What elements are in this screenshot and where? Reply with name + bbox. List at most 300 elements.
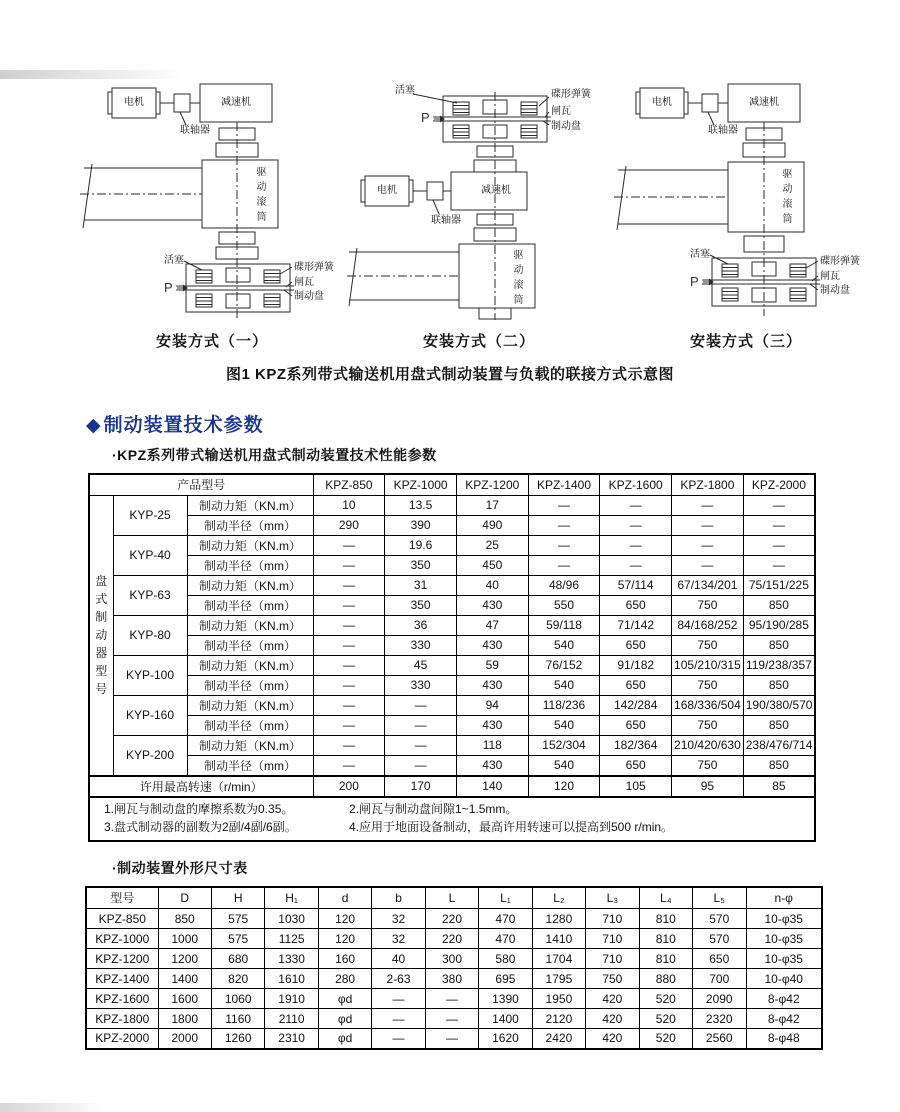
radius-label-cell: 制动半径（mm） bbox=[187, 755, 313, 776]
radius-value-cell: 540 bbox=[528, 675, 600, 695]
dim-value-cell: — bbox=[425, 1009, 478, 1029]
reducer-label: 减速机 bbox=[481, 185, 511, 196]
torque-value-cell: 210/420/630 bbox=[672, 735, 744, 755]
torque-value-cell: 152/304 bbox=[528, 735, 600, 755]
dim-value-cell: 1910 bbox=[265, 989, 318, 1009]
dim-value-cell: 10-φ40 bbox=[746, 969, 822, 989]
brake-model-cell: KYP-80 bbox=[113, 615, 187, 655]
torque-value-cell: — bbox=[672, 495, 744, 515]
torque-value-cell: 76/152 bbox=[528, 655, 600, 675]
torque-value-cell: 94 bbox=[456, 695, 528, 715]
installation-diagrams-row bbox=[80, 70, 878, 351]
radius-value-cell: 430 bbox=[456, 595, 528, 615]
radius-value-cell: 750 bbox=[672, 755, 744, 776]
radius-value-cell: — bbox=[313, 755, 385, 776]
coupling-box bbox=[427, 182, 443, 200]
dim-value-cell: 570 bbox=[693, 909, 746, 929]
dim-value-cell: 580 bbox=[479, 949, 532, 969]
dim-value-cell: 8-φ42 bbox=[746, 989, 822, 1009]
section-title-text: 制动装置技术参数 bbox=[103, 415, 264, 436]
radius-value-cell: 430 bbox=[456, 755, 528, 776]
dimensions-table-body bbox=[86, 887, 822, 1049]
torque-value-cell: 182/364 bbox=[600, 735, 672, 755]
torque-value-cell: 71/142 bbox=[600, 615, 672, 635]
dim-data-row bbox=[86, 989, 822, 1009]
brake-model-cell: KYP-63 bbox=[113, 575, 187, 615]
radius-value-cell: — bbox=[385, 755, 457, 776]
drum-box bbox=[459, 244, 535, 308]
dim-value-cell: 1410 bbox=[532, 929, 585, 949]
torque-value-cell: — bbox=[743, 535, 815, 555]
pressure-label: P bbox=[164, 280, 173, 295]
dim-model-cell: KPZ-850 bbox=[86, 909, 158, 929]
dim-value-cell: 2420 bbox=[532, 1029, 585, 1049]
dim-header-cell: H bbox=[211, 887, 264, 909]
dim-value-cell: 1390 bbox=[479, 989, 532, 1009]
drum-box bbox=[728, 162, 804, 232]
dim-header-cell: D bbox=[158, 887, 211, 909]
dim-value-cell: 1600 bbox=[158, 989, 211, 1009]
dim-value-cell: 695 bbox=[479, 969, 532, 989]
dim-value-cell: 1704 bbox=[532, 949, 585, 969]
brake-series-vertical-label: 盘式制动器型号 bbox=[89, 495, 113, 776]
dim-value-cell: 810 bbox=[639, 949, 692, 969]
reducer-label: 减速机 bbox=[749, 97, 779, 108]
radius-label-cell: 制动半径（mm） bbox=[187, 635, 313, 655]
dim-model-cell: KPZ-2000 bbox=[86, 1029, 158, 1049]
radius-value-cell: 330 bbox=[385, 635, 457, 655]
radius-value-cell: — bbox=[313, 675, 385, 695]
torque-value-cell: 48/96 bbox=[528, 575, 600, 595]
torque-value-cell: 45 bbox=[385, 655, 457, 675]
dim-header-cell: d bbox=[318, 887, 371, 909]
dim-value-cell: 10-φ35 bbox=[746, 909, 822, 929]
radius-value-cell: 650 bbox=[600, 595, 672, 615]
coupling-box bbox=[174, 94, 190, 112]
radius-value-cell: 650 bbox=[600, 675, 672, 695]
dim-model-cell: KPZ-1800 bbox=[86, 1009, 158, 1029]
perf-radius-row bbox=[89, 715, 815, 735]
torque-label-cell: 制动力矩（KN.m） bbox=[187, 735, 313, 755]
dim-model-cell: KPZ-1200 bbox=[86, 949, 158, 969]
max-speed-value: 170 bbox=[385, 776, 457, 797]
dim-header-cell: L bbox=[425, 887, 478, 909]
radius-label-cell: 制动半径（mm） bbox=[187, 595, 313, 615]
max-speed-value: 95 bbox=[672, 776, 744, 797]
dim-model-cell: KPZ-1400 bbox=[86, 969, 158, 989]
brake-model-cell: KYP-160 bbox=[113, 695, 187, 735]
drum-label: 驱动滚筒 bbox=[780, 168, 791, 228]
dim-value-cell: — bbox=[372, 989, 425, 1009]
dim-header-cell: n-φ bbox=[746, 887, 822, 909]
perf-torque-row bbox=[89, 535, 815, 555]
dim-value-cell: 40 bbox=[372, 949, 425, 969]
perf-torque-row bbox=[89, 615, 815, 635]
torque-value-cell: 40 bbox=[456, 575, 528, 595]
dim-header-cell: L₅ bbox=[693, 887, 746, 909]
radius-value-cell: — bbox=[528, 515, 600, 535]
dim-value-cell: — bbox=[425, 1029, 478, 1049]
max-speed-row bbox=[89, 776, 815, 797]
dim-value-cell: 1330 bbox=[265, 949, 318, 969]
dim-value-cell: 680 bbox=[211, 949, 264, 969]
section-title bbox=[86, 410, 900, 437]
dim-value-cell: 1400 bbox=[158, 969, 211, 989]
dim-data-row bbox=[86, 1029, 822, 1049]
radius-value-cell: 430 bbox=[456, 675, 528, 695]
figure-title: 图1 KPZ系列带式输送机用盘式制动装置与负载的联接方式示意图 bbox=[225, 366, 674, 383]
radius-value-cell: 290 bbox=[313, 515, 385, 535]
dim-value-cell: 710 bbox=[586, 949, 639, 969]
dim-value-cell: 2560 bbox=[693, 1029, 746, 1049]
diagram-2-caption: 安装方式（二） bbox=[422, 333, 535, 350]
brake-model-cell: KYP-200 bbox=[113, 735, 187, 776]
brake-shoe-label: 闸瓦 bbox=[551, 106, 571, 117]
radius-value-cell: 850 bbox=[743, 595, 815, 615]
coupling-box bbox=[702, 94, 718, 112]
max-speed-value: 85 bbox=[743, 776, 815, 797]
torque-value-cell: — bbox=[743, 495, 815, 515]
radius-value-cell: 430 bbox=[456, 635, 528, 655]
torque-value-cell: 67/134/201 bbox=[672, 575, 744, 595]
torque-label-cell: 制动力矩（KN.m） bbox=[187, 575, 313, 595]
radius-value-cell: — bbox=[313, 555, 385, 575]
perf-radius-row bbox=[89, 635, 815, 655]
torque-value-cell: 47 bbox=[456, 615, 528, 635]
perf-header-model: KPZ-1600 bbox=[600, 474, 672, 495]
max-speed-value: 140 bbox=[456, 776, 528, 797]
radius-value-cell: — bbox=[313, 715, 385, 735]
torque-value-cell: 59/118 bbox=[528, 615, 600, 635]
torque-value-cell: 31 bbox=[385, 575, 457, 595]
bottom-gradient-strip bbox=[0, 1103, 105, 1112]
dim-value-cell: 1610 bbox=[265, 969, 318, 989]
dim-value-cell: 2110 bbox=[265, 1009, 318, 1029]
radius-value-cell: 650 bbox=[600, 755, 672, 776]
radius-value-cell: — bbox=[600, 555, 672, 575]
brake-model-cell: KYP-100 bbox=[113, 655, 187, 695]
disc-spring-label: 碟形弹簧 bbox=[551, 89, 591, 100]
piston-label: 活塞 bbox=[395, 85, 415, 96]
max-speed-value: 200 bbox=[313, 776, 385, 797]
dim-value-cell: 120 bbox=[318, 909, 371, 929]
perf-radius-row bbox=[89, 675, 815, 695]
torque-value-cell: 84/168/252 bbox=[672, 615, 744, 635]
dim-value-cell: 470 bbox=[479, 929, 532, 949]
drum-label: 驱动滚筒 bbox=[511, 249, 522, 309]
dim-value-cell: 650 bbox=[693, 949, 746, 969]
torque-value-cell: — bbox=[313, 695, 385, 715]
dim-value-cell: 2310 bbox=[265, 1029, 318, 1049]
dim-value-cell: 1800 bbox=[158, 1009, 211, 1029]
torque-value-cell: 118/236 bbox=[528, 695, 600, 715]
dim-value-cell: 850 bbox=[158, 909, 211, 929]
torque-value-cell: 118 bbox=[456, 735, 528, 755]
perf-radius-row bbox=[89, 595, 815, 615]
radius-value-cell: 450 bbox=[456, 555, 528, 575]
dim-header-cell: L₂ bbox=[532, 887, 585, 909]
radius-value-cell: 750 bbox=[672, 715, 744, 735]
disc-spring-label: 碟形弹簧 bbox=[294, 262, 334, 273]
torque-value-cell: — bbox=[313, 535, 385, 555]
dim-value-cell: 10-φ35 bbox=[746, 949, 822, 969]
max-speed-value: 105 bbox=[600, 776, 672, 797]
radius-value-cell: 850 bbox=[743, 635, 815, 655]
torque-value-cell: 142/284 bbox=[600, 695, 672, 715]
dim-value-cell: 2120 bbox=[532, 1009, 585, 1029]
torque-value-cell: 25 bbox=[456, 535, 528, 555]
max-speed-value: 120 bbox=[528, 776, 600, 797]
torque-value-cell: 57/114 bbox=[600, 575, 672, 595]
torque-value-cell: 190/380/570 bbox=[743, 695, 815, 715]
dim-header-cell: b bbox=[372, 887, 425, 909]
radius-value-cell: 350 bbox=[385, 595, 457, 615]
dim-header-cell: 型号 bbox=[86, 887, 158, 909]
performance-table-body bbox=[89, 474, 815, 841]
radius-value-cell: — bbox=[672, 555, 744, 575]
radius-value-cell: 850 bbox=[743, 675, 815, 695]
dim-value-cell: — bbox=[425, 989, 478, 1009]
dimensions-table bbox=[85, 886, 823, 1050]
torque-value-cell: — bbox=[385, 695, 457, 715]
brake-disc-label: 制动盘 bbox=[820, 285, 850, 296]
dim-value-cell: 220 bbox=[425, 929, 478, 949]
diagram-3-caption: 安装方式（三） bbox=[689, 333, 802, 350]
note-line: 2.闸瓦与制动盘间隙1~1.5mm。 bbox=[349, 801, 518, 816]
dim-header-cell: L₄ bbox=[639, 887, 692, 909]
dim-table-subtitle: ·制动装置外形尺寸表 bbox=[112, 859, 248, 876]
dim-value-cell: 32 bbox=[372, 929, 425, 949]
dim-value-cell: 2000 bbox=[158, 1029, 211, 1049]
dim-value-cell: 220 bbox=[425, 909, 478, 929]
radius-value-cell: — bbox=[743, 515, 815, 535]
torque-value-cell: — bbox=[600, 495, 672, 515]
dim-value-cell: 1280 bbox=[532, 909, 585, 929]
radius-value-cell: 540 bbox=[528, 755, 600, 776]
dim-value-cell: 700 bbox=[693, 969, 746, 989]
dim-value-cell: 420 bbox=[586, 989, 639, 1009]
dim-model-cell: KPZ-1600 bbox=[86, 989, 158, 1009]
dim-value-cell: 420 bbox=[586, 1029, 639, 1049]
perf-radius-row bbox=[89, 755, 815, 776]
dim-data-row bbox=[86, 949, 822, 969]
radius-label-cell: 制动半径（mm） bbox=[187, 555, 313, 575]
radius-value-cell: 490 bbox=[456, 515, 528, 535]
pressure-label: P bbox=[421, 110, 430, 125]
perf-header-model: KPZ-850 bbox=[313, 474, 385, 495]
torque-value-cell: — bbox=[313, 655, 385, 675]
dim-value-cell: 575 bbox=[211, 929, 264, 949]
dim-value-cell: 420 bbox=[586, 1009, 639, 1029]
radius-value-cell: — bbox=[743, 555, 815, 575]
torque-value-cell: — bbox=[528, 495, 600, 515]
dim-header-cell: L₁ bbox=[479, 887, 532, 909]
drum-label: 驱动滚筒 bbox=[254, 166, 265, 226]
dim-value-cell: 120 bbox=[318, 929, 371, 949]
perf-header-model: KPZ-1800 bbox=[672, 474, 744, 495]
dim-value-cell: — bbox=[372, 1029, 425, 1049]
torque-value-cell: 168/336/504 bbox=[672, 695, 744, 715]
dim-header-row bbox=[86, 887, 822, 909]
radius-value-cell: — bbox=[528, 555, 600, 575]
diagram-3-drawing bbox=[614, 70, 878, 322]
dim-model-cell: KPZ-1000 bbox=[86, 929, 158, 949]
torque-value-cell: 95/190/285 bbox=[743, 615, 815, 635]
motor-label: 电机 bbox=[124, 97, 144, 108]
radius-label-cell: 制动半径（mm） bbox=[187, 515, 313, 535]
coupling-label: 联轴器 bbox=[180, 125, 210, 136]
brake-disc-label: 制动盘 bbox=[551, 121, 581, 132]
perf-radius-row bbox=[89, 515, 815, 535]
radius-value-cell: — bbox=[313, 595, 385, 615]
coupling-label: 联轴器 bbox=[708, 125, 738, 136]
brake-shoe-label: 闸瓦 bbox=[820, 271, 840, 282]
dim-value-cell: 1950 bbox=[532, 989, 585, 1009]
radius-value-cell: 430 bbox=[456, 715, 528, 735]
dim-value-cell: 710 bbox=[586, 929, 639, 949]
perf-torque-row bbox=[89, 575, 815, 595]
perf-header-model: KPZ-1200 bbox=[456, 474, 528, 495]
torque-label-cell: 制动力矩（KN.m） bbox=[187, 535, 313, 555]
perf-table-notes bbox=[89, 797, 815, 841]
radius-value-cell: — bbox=[385, 715, 457, 735]
dim-value-cell: 470 bbox=[479, 909, 532, 929]
reducer-label: 减速机 bbox=[221, 97, 251, 108]
radius-value-cell: — bbox=[313, 635, 385, 655]
brake-shoe-label: 闸瓦 bbox=[294, 277, 314, 288]
diagram-install-1 bbox=[80, 70, 344, 351]
torque-value-cell: 238/476/714 bbox=[743, 735, 815, 755]
dim-value-cell: 880 bbox=[639, 969, 692, 989]
diagram-1-caption: 安装方式（一） bbox=[155, 333, 268, 350]
radius-value-cell: 330 bbox=[385, 675, 457, 695]
dim-data-row bbox=[86, 1009, 822, 1029]
perf-table-subtitle: ·KPZ系列带式输送机用盘式制动装置技术性能参数 bbox=[112, 447, 437, 463]
radius-value-cell: 650 bbox=[600, 635, 672, 655]
note-line: 4.应用于地面设备制动，最高许用转速可以提高到500 r/min。 bbox=[349, 819, 674, 834]
dim-data-row bbox=[86, 929, 822, 949]
dim-value-cell: 570 bbox=[693, 929, 746, 949]
dim-value-cell: φd bbox=[318, 1029, 371, 1049]
torque-value-cell: — bbox=[528, 535, 600, 555]
torque-value-cell: 59 bbox=[456, 655, 528, 675]
dim-value-cell: 32 bbox=[372, 909, 425, 929]
torque-value-cell: 91/182 bbox=[600, 655, 672, 675]
radius-value-cell: 390 bbox=[385, 515, 457, 535]
torque-value-cell: — bbox=[600, 535, 672, 555]
dim-value-cell: 520 bbox=[639, 1009, 692, 1029]
radius-value-cell: 350 bbox=[385, 555, 457, 575]
torque-value-cell: 17 bbox=[456, 495, 528, 515]
dim-value-cell: 160 bbox=[318, 949, 371, 969]
torque-value-cell: 105/210/315 bbox=[672, 655, 744, 675]
dim-value-cell: 380 bbox=[425, 969, 478, 989]
diamond-bullet-icon: ◆ bbox=[86, 415, 102, 436]
dim-value-cell: 820 bbox=[211, 969, 264, 989]
radius-value-cell: 650 bbox=[600, 715, 672, 735]
dim-value-cell: 280 bbox=[318, 969, 371, 989]
torque-value-cell: — bbox=[313, 735, 385, 755]
dim-value-cell: 1620 bbox=[479, 1029, 532, 1049]
dim-value-cell: 810 bbox=[639, 909, 692, 929]
radius-value-cell: 750 bbox=[672, 595, 744, 615]
radius-value-cell: 550 bbox=[528, 595, 600, 615]
dim-value-cell: 1795 bbox=[532, 969, 585, 989]
perf-header-model: KPZ-2000 bbox=[743, 474, 815, 495]
radius-value-cell: 540 bbox=[528, 715, 600, 735]
notes-row bbox=[89, 797, 815, 841]
note-line: 1.闸瓦与制动盘的摩擦系数为0.35。 bbox=[104, 801, 294, 816]
dim-value-cell: — bbox=[372, 1009, 425, 1029]
dim-value-cell: 520 bbox=[639, 1029, 692, 1049]
dim-value-cell: 10-φ35 bbox=[746, 929, 822, 949]
radius-value-cell: 750 bbox=[672, 675, 744, 695]
diagram-1-drawing bbox=[80, 70, 344, 322]
dim-value-cell: 1260 bbox=[211, 1029, 264, 1049]
torque-value-cell: — bbox=[313, 575, 385, 595]
perf-torque-row bbox=[89, 655, 815, 675]
torque-value-cell: 36 bbox=[385, 615, 457, 635]
dim-value-cell: 2090 bbox=[693, 989, 746, 1009]
dim-value-cell: 710 bbox=[586, 909, 639, 929]
radius-label-cell: 制动半径（mm） bbox=[187, 675, 313, 695]
dim-value-cell: 1000 bbox=[158, 929, 211, 949]
perf-torque-row bbox=[89, 495, 815, 515]
radius-value-cell: 850 bbox=[743, 755, 815, 776]
dim-value-cell: 8-φ42 bbox=[746, 1009, 822, 1029]
torque-label-cell: 制动力矩（KN.m） bbox=[187, 695, 313, 715]
radius-value-cell: 540 bbox=[528, 635, 600, 655]
diagram-2-linework bbox=[347, 70, 611, 322]
perf-header-model: KPZ-1400 bbox=[528, 474, 600, 495]
dim-value-cell: 1200 bbox=[158, 949, 211, 969]
motor-label: 电机 bbox=[377, 185, 397, 196]
torque-value-cell: 19.6 bbox=[385, 535, 457, 555]
perf-torque-row bbox=[89, 735, 815, 755]
pressure-label: P bbox=[690, 274, 699, 289]
dim-value-cell: φd bbox=[318, 1009, 371, 1029]
coupling-label: 联轴器 bbox=[431, 215, 461, 226]
torque-value-cell: 10 bbox=[313, 495, 385, 515]
motor-label: 电机 bbox=[652, 97, 672, 108]
dim-header-cell: H₁ bbox=[265, 887, 318, 909]
max-speed-label: 许用最高转速（r/min） bbox=[89, 776, 313, 797]
dim-value-cell: 2-63 bbox=[372, 969, 425, 989]
diagram-2-drawing bbox=[347, 70, 611, 322]
radius-label-cell: 制动半径（mm） bbox=[187, 715, 313, 735]
brake-model-cell: KYP-40 bbox=[113, 535, 187, 575]
torque-label-cell: 制动力矩（KN.m） bbox=[187, 495, 313, 515]
torque-value-cell: — bbox=[313, 615, 385, 635]
torque-label-cell: 制动力矩（KN.m） bbox=[187, 615, 313, 635]
dim-value-cell: 300 bbox=[425, 949, 478, 969]
dim-value-cell: 750 bbox=[586, 969, 639, 989]
brake-model-cell: KYP-25 bbox=[113, 495, 187, 535]
performance-table bbox=[88, 473, 816, 842]
dim-value-cell: 520 bbox=[639, 989, 692, 1009]
dim-value-cell: 2320 bbox=[693, 1009, 746, 1029]
dim-value-cell: 1125 bbox=[265, 929, 318, 949]
dim-value-cell: 810 bbox=[639, 929, 692, 949]
piston-label: 活塞 bbox=[164, 255, 184, 266]
torque-value-cell: — bbox=[385, 735, 457, 755]
dim-value-cell: 1060 bbox=[211, 989, 264, 1009]
dim-data-row bbox=[86, 969, 822, 989]
torque-value-cell: 13.5 bbox=[385, 495, 457, 515]
dim-value-cell: 1160 bbox=[211, 1009, 264, 1029]
brake-disc-label: 制动盘 bbox=[294, 291, 324, 302]
dim-value-cell: 8-φ48 bbox=[746, 1029, 822, 1049]
